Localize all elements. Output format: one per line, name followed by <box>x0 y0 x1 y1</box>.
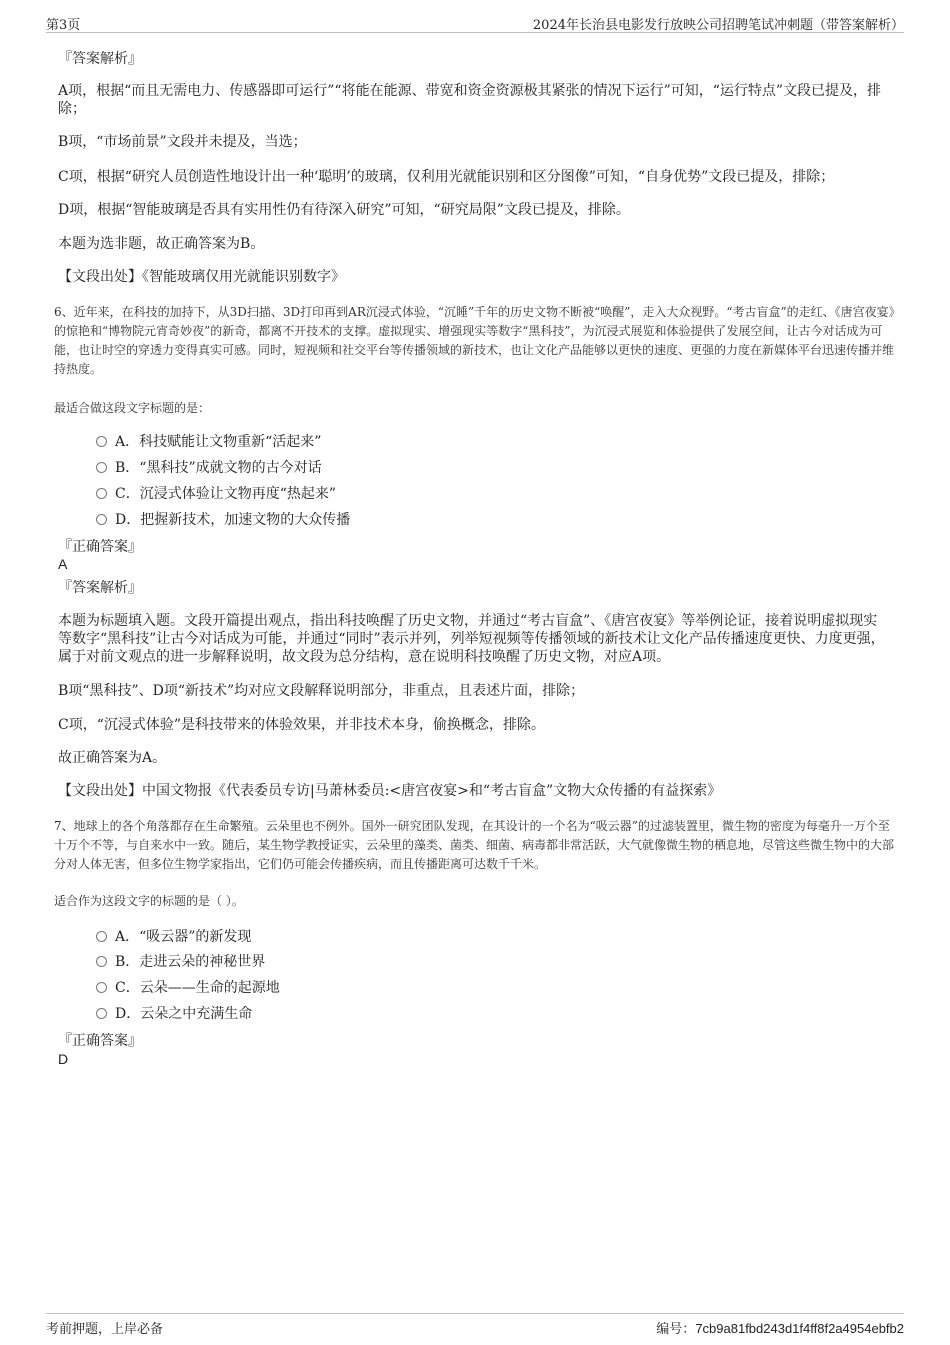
question-6-option-b[interactable]: B．“黑科技”成就文物的古今对话 <box>96 459 322 477</box>
correct-answer-value: A <box>58 556 68 572</box>
question-6-analysis-1: 本题为标题填入题。文段开篇提出观点，指出科技唤醒了历史文物，并通过“考古盲盒”、《唐宫夜宴》等举例论证，接着说明虚拟现实等数字“黑科技”让古今对话成为可能，并通过“同时”表示并列，列举短视频等传播领域的新技术让文化产品传播速度更快、力度更强，属于对前文观点的进一步解释说明，故文段为总分结构，意在说明科技唤醒了历史文物，对应A项。 <box>58 613 885 665</box>
analysis-paragraph-d: D项，根据“智能玻璃是否具有实用性仍有待深入研究”可知，“研究局限”文段已提及，排除。 <box>58 202 630 218</box>
radio-icon[interactable] <box>96 436 107 447</box>
question-7-option-b[interactable]: B．走进云朵的神秘世界 <box>96 953 265 971</box>
source-citation: 【文段出处】中国文物报《代表委员专访|马萧林委员:<唐宫夜宴>和“考古盲盒”文物大众传播的有益探索》 <box>58 783 722 799</box>
question-7-text: 7、地球上的各个角落都存在生命繁殖。云朵里也不例外。国外一研究团队发现，在其设计的一个名为“吸云器”的过滤装置里，微生物的密度为每毫升一万个至十万个不等，与自来水中一致。随后，某生物学教授证实，云朵里的藻类、菌类、细菌、病毒都非常活跃，大气就像微生物的栖息地，尽管这些微生物中的大部分对人体无害，但多位生物学家指出，它们仍可能会传播疾病，而且传播距离可达数千千米。 <box>54 819 895 871</box>
radio-icon[interactable] <box>96 956 107 967</box>
question-7-option-c[interactable]: C．云朵——生命的起源地 <box>96 979 280 997</box>
radio-icon[interactable] <box>96 462 107 473</box>
radio-icon[interactable] <box>96 1008 107 1019</box>
analysis-paragraph-b: B项，“市场前景”文段并未提及，当选； <box>58 134 307 150</box>
question-6-option-c[interactable]: C．沉浸式体验让文物再度“热起来” <box>96 485 336 503</box>
analysis-paragraph-a: A项，根据“而且无需电力、传感器即可运行”“将能在能源、带宽和资金资源极其紧张的情况下运行”可知，“运行特点”文段已提及，排除； <box>58 83 882 117</box>
document-code: 编号：7cb9a81fbd243d1f4ff8f2a4954ebfb2 <box>656 1321 904 1337</box>
question-6-option-d[interactable]: D．把握新技术，加速文物的大众传播 <box>96 511 350 529</box>
footer-slogan: 考前押题，上岸必备 <box>46 1322 164 1337</box>
question-6-option-a[interactable]: A．科技赋能让文物重新“活起来” <box>96 433 321 451</box>
question-6-prompt: 最适合做这段文字标题的是： <box>54 401 211 415</box>
correct-answer-value: D <box>58 1051 69 1067</box>
question-7-option-a[interactable]: A．“吸云器”的新发现 <box>96 928 251 946</box>
question-6-analysis-3: C项，“沉浸式体验”是科技带来的体验效果，并非技术本身，偷换概念，排除。 <box>58 717 546 733</box>
page-footer <box>46 1313 904 1338</box>
correct-answer-label: 『正确答案』 <box>58 539 142 555</box>
analysis-conclusion: 本题为选非题，故正确答案为B。 <box>58 236 265 252</box>
page-number: 第3页 <box>46 18 81 33</box>
question-6-text: 6、近年来，在科技的加持下，从3D扫描、3D打印再到AR沉浸式体验，“沉睡”千年的历史文物不断被“唤醒”，走入大众视野。“考古盲盒”的走红、《唐宫夜宴》的惊艳和“博物院元宵奇妙夜”的新奇，都离不开技术的支撑。虚拟现实、增强现实等数字“黑科技”，为沉浸式展览和体验提供了发展空间，让古今对话成为可能，也让时空的穿透力变得真实可感。同时，短视频和社交平台等传播领域的新技术，也让文化产品能够以更快的速度、更强的力度在新媒体平台迅速传播并维持热度。 <box>54 305 895 376</box>
analysis-paragraph-c: C项，根据“研究人员创造性地设计出一种‘聪明’的玻璃，仅利用光就能识别和区分图像”可知，“自身优势”文段已提及，排除； <box>58 169 835 185</box>
analysis-label: 『答案解析』 <box>58 580 142 596</box>
source-citation: 【文段出处】《智能玻璃仅用光就能识别数字》 <box>58 269 345 285</box>
radio-icon[interactable] <box>96 514 107 525</box>
analysis-label: 『答案解析』 <box>58 51 142 67</box>
correct-answer-label: 『正确答案』 <box>58 1033 142 1049</box>
question-7-prompt: 适合作为这段文字的标题的是（ ）。 <box>54 894 244 908</box>
page-header <box>46 12 904 33</box>
document-title: 2024年长治县电影发行放映公司招聘笔试冲刺题（带答案解析） <box>532 18 904 33</box>
question-6-analysis-2: B项“黑科技”、D项“新技术”均对应文段解释说明部分，非重点，且表述片面，排除； <box>58 683 585 699</box>
radio-icon[interactable] <box>96 982 107 993</box>
question-7-option-d[interactable]: D．云朵之中充满生命 <box>96 1005 252 1023</box>
radio-icon[interactable] <box>96 488 107 499</box>
question-6-conclusion: 故正确答案为A。 <box>58 750 167 766</box>
radio-icon[interactable] <box>96 931 107 942</box>
